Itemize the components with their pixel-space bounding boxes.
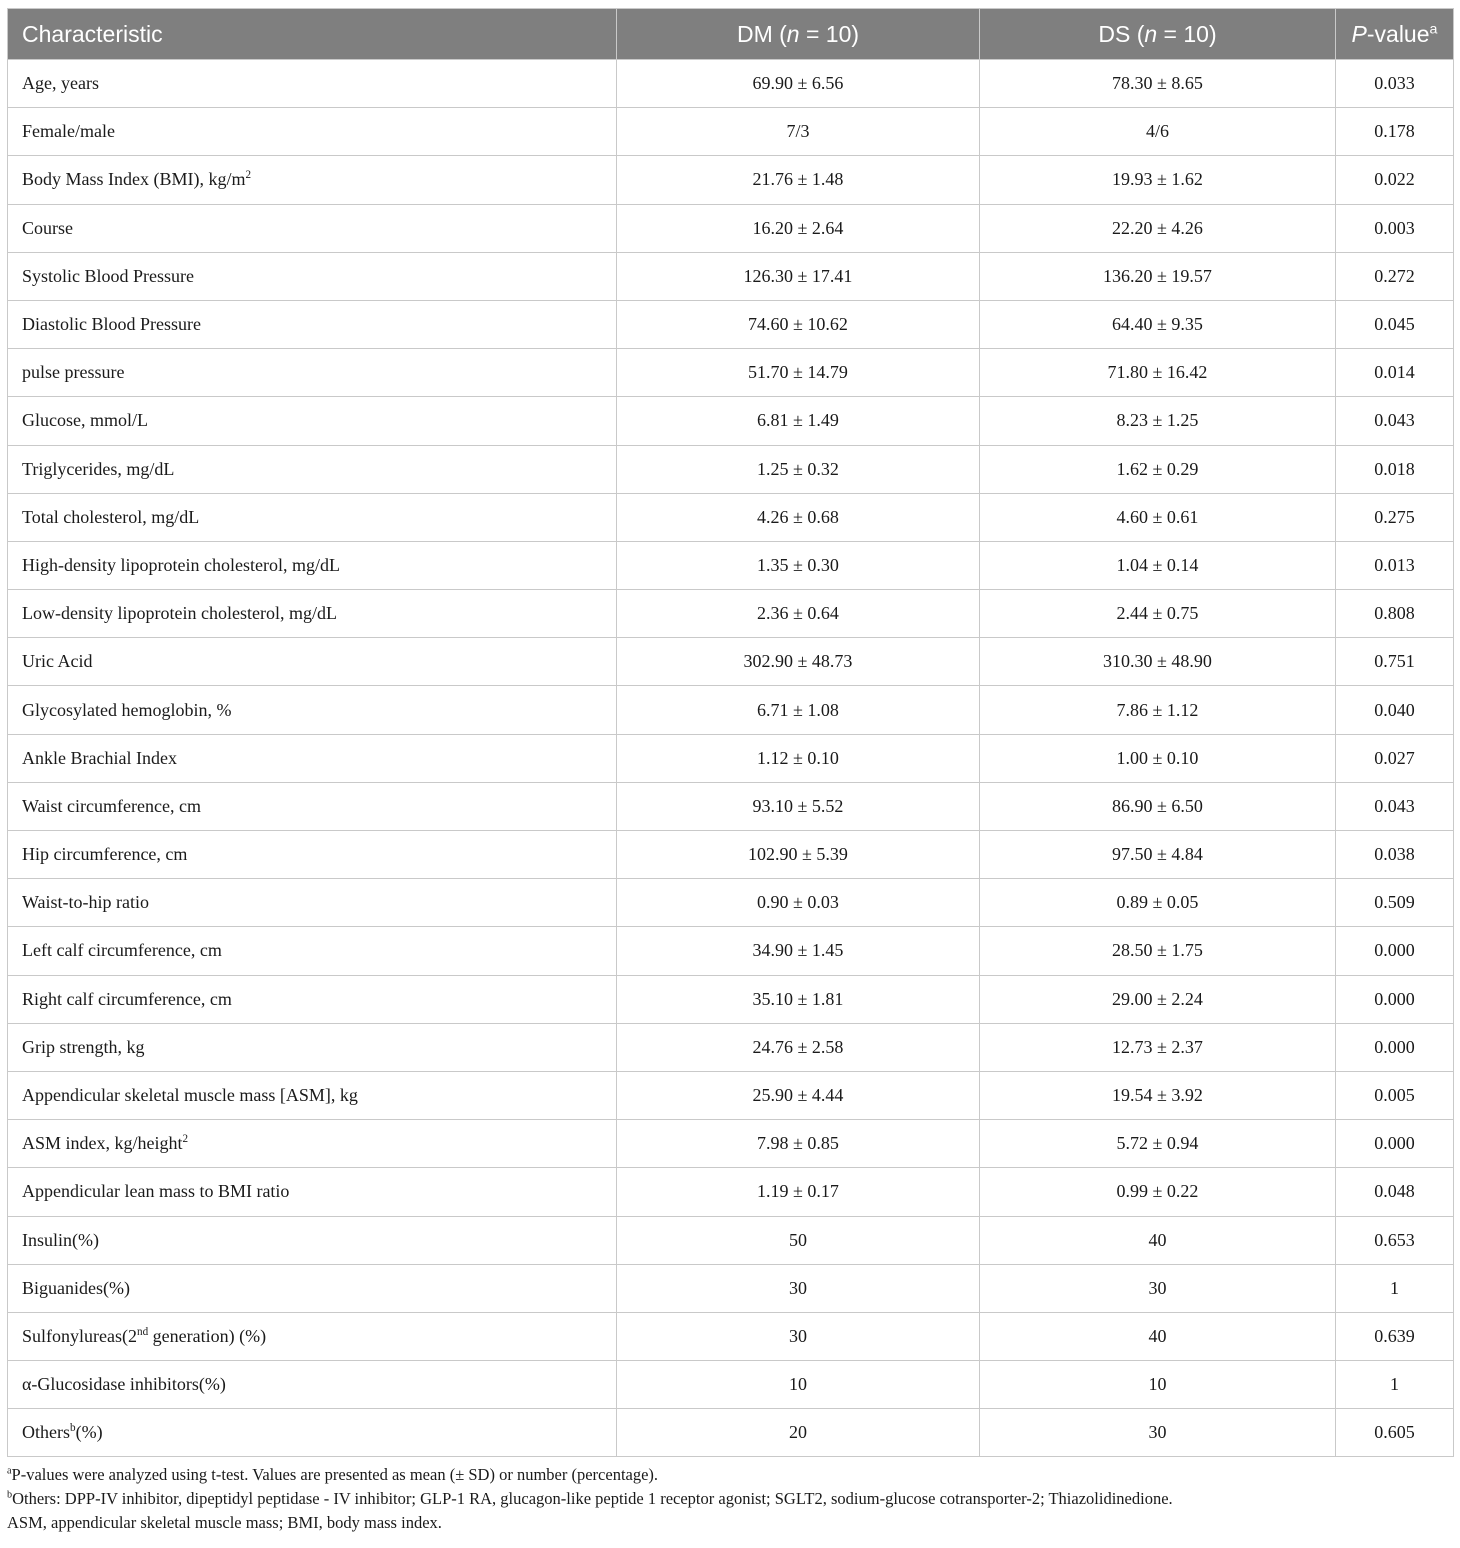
characteristic-label: Diastolic Blood Pressure xyxy=(22,314,201,335)
cell-dm-value: 6.81 ± 1.49 xyxy=(617,397,980,445)
cell-dm-value: 30 xyxy=(617,1312,980,1360)
footnote-b xyxy=(7,1487,1453,1511)
cell-dm-value: 25.90 ± 4.44 xyxy=(617,1071,980,1119)
cell-ds-value: 22.20 ± 4.26 xyxy=(980,204,1336,252)
characteristic-label: Waist-to-hip ratio xyxy=(22,892,150,913)
characteristic-label: Body Mass Index (BMI), kg/m xyxy=(22,169,246,190)
characteristic-label-suffix: generation) (%) xyxy=(148,1325,267,1346)
cell-p-value: 1 xyxy=(1336,1361,1454,1409)
cell-p-value: 0.022 xyxy=(1336,156,1454,204)
characteristic-label: pulse pressure xyxy=(22,362,125,383)
header-p-italic: P xyxy=(1351,20,1367,47)
header-dm-suffix: = 10) xyxy=(799,20,860,47)
cell-p-value: 0.027 xyxy=(1336,734,1454,782)
header-characteristic: Characteristic xyxy=(8,9,617,60)
cell-p-value: 0.272 xyxy=(1336,252,1454,300)
cell-dm-value: 1.25 ± 0.32 xyxy=(617,445,980,493)
cell-ds-value: 8.23 ± 1.25 xyxy=(980,397,1336,445)
cell-p-value: 0.043 xyxy=(1336,782,1454,830)
cell-dm-value: 24.76 ± 2.58 xyxy=(617,1023,980,1071)
characteristic-label: ASM index, kg/height xyxy=(22,1133,183,1154)
cell-dm-value: 6.71 ± 1.08 xyxy=(617,686,980,734)
characteristic-superscript: b xyxy=(70,1422,76,1435)
table-row xyxy=(8,60,1454,108)
table-row xyxy=(8,1216,1454,1264)
table-row xyxy=(8,590,1454,638)
characteristic-label: Glucose, mmol/L xyxy=(22,410,148,431)
characteristic-label: α-Glucosidase inhibitors(%) xyxy=(22,1374,226,1395)
cell-dm-value: 2.36 ± 0.64 xyxy=(617,590,980,638)
cell-ds-value: 19.54 ± 3.92 xyxy=(980,1071,1336,1119)
footnote-b-text: Others: DPP-IV inhibitor, dipeptidyl peptidase - IV inhibitor; GLP-1 RA, glucagon-like peptide 1 receptor agonist; SGLT2, sodium-glucose cotransporter-2; Thiazolidinedione. xyxy=(12,1489,1173,1509)
cell-characteristic xyxy=(8,1071,617,1119)
table-row xyxy=(8,541,1454,589)
table-row xyxy=(8,1361,1454,1409)
cell-ds-value: 1.04 ± 0.14 xyxy=(980,541,1336,589)
cell-ds-value: 30 xyxy=(980,1409,1336,1457)
cell-dm-value: 16.20 ± 2.64 xyxy=(617,204,980,252)
characteristic-label: Right calf circumference, cm xyxy=(22,988,232,1009)
cell-ds-value: 19.93 ± 1.62 xyxy=(980,156,1336,204)
cell-dm-value: 10 xyxy=(617,1361,980,1409)
cell-ds-value: 7.86 ± 1.12 xyxy=(980,686,1336,734)
cell-dm-value: 30 xyxy=(617,1264,980,1312)
header-ds xyxy=(980,9,1336,60)
cell-characteristic xyxy=(8,638,617,686)
cell-dm-value: 126.30 ± 17.41 xyxy=(617,252,980,300)
cell-characteristic xyxy=(8,831,617,879)
cell-ds-value: 4.60 ± 0.61 xyxy=(980,493,1336,541)
characteristic-label: Insulin(%) xyxy=(22,1229,99,1250)
cell-p-value: 0.605 xyxy=(1336,1409,1454,1457)
table-row xyxy=(8,879,1454,927)
cell-characteristic xyxy=(8,1168,617,1216)
table-row xyxy=(8,108,1454,156)
cell-dm-value: 7/3 xyxy=(617,108,980,156)
header-dm-n: n xyxy=(786,20,800,47)
cell-ds-value: 1.00 ± 0.10 xyxy=(980,734,1336,782)
cell-dm-value: 302.90 ± 48.73 xyxy=(617,638,980,686)
cell-ds-value: 10 xyxy=(980,1361,1336,1409)
cell-characteristic xyxy=(8,541,617,589)
cell-p-value: 0.653 xyxy=(1336,1216,1454,1264)
table-row xyxy=(8,1071,1454,1119)
cell-p-value: 0.038 xyxy=(1336,831,1454,879)
cell-characteristic xyxy=(8,879,617,927)
cell-p-value: 0.000 xyxy=(1336,975,1454,1023)
cell-dm-value: 1.19 ± 0.17 xyxy=(617,1168,980,1216)
characteristic-label-suffix: (%) xyxy=(75,1422,103,1443)
characteristic-superscript: nd xyxy=(136,1325,149,1338)
cell-dm-value: 1.35 ± 0.30 xyxy=(617,541,980,589)
footnote-abbreviations: ASM, appendicular skeletal muscle mass; BMI, body mass index. xyxy=(7,1513,442,1533)
cell-characteristic xyxy=(8,1264,617,1312)
cell-dm-value: 50 xyxy=(617,1216,980,1264)
cell-p-value: 0.045 xyxy=(1336,300,1454,348)
cell-dm-value: 74.60 ± 10.62 xyxy=(617,300,980,348)
cell-p-value: 0.509 xyxy=(1336,879,1454,927)
cell-ds-value: 310.30 ± 48.90 xyxy=(980,638,1336,686)
cell-characteristic xyxy=(8,252,617,300)
cell-characteristic xyxy=(8,1361,617,1409)
cell-ds-value: 71.80 ± 16.42 xyxy=(980,349,1336,397)
characteristic-label: Grip strength, kg xyxy=(22,1036,145,1057)
cell-dm-value: 51.70 ± 14.79 xyxy=(617,349,980,397)
cell-p-value: 0.033 xyxy=(1336,60,1454,108)
cell-ds-value: 0.99 ± 0.22 xyxy=(980,1168,1336,1216)
cell-dm-value: 7.98 ± 0.85 xyxy=(617,1120,980,1168)
characteristic-label: Course xyxy=(22,217,73,238)
characteristic-label: Hip circumference, cm xyxy=(22,844,188,865)
header-ds-n: n xyxy=(1144,20,1158,47)
cell-p-value: 0.000 xyxy=(1336,927,1454,975)
cell-dm-value: 102.90 ± 5.39 xyxy=(617,831,980,879)
table-row xyxy=(8,1023,1454,1071)
cell-p-value: 0.014 xyxy=(1336,349,1454,397)
characteristic-label: Uric Acid xyxy=(22,651,93,672)
footnote-b-marker: b xyxy=(7,1489,13,1501)
table-header-row xyxy=(8,9,1454,60)
table-row xyxy=(8,445,1454,493)
cell-dm-value: 4.26 ± 0.68 xyxy=(617,493,980,541)
table-row xyxy=(8,686,1454,734)
cell-dm-value: 69.90 ± 6.56 xyxy=(617,60,980,108)
characteristic-label: Ankle Brachial Index xyxy=(22,747,177,768)
header-ds-prefix: DS ( xyxy=(1098,20,1145,47)
cell-ds-value: 40 xyxy=(980,1216,1336,1264)
table-row xyxy=(8,156,1454,204)
cell-dm-value: 20 xyxy=(617,1409,980,1457)
cell-characteristic xyxy=(8,1312,617,1360)
characteristic-label: Female/male xyxy=(22,121,115,142)
cell-ds-value: 4/6 xyxy=(980,108,1336,156)
cell-dm-value: 21.76 ± 1.48 xyxy=(617,156,980,204)
table-row xyxy=(8,1312,1454,1360)
table-row xyxy=(8,782,1454,830)
cell-ds-value: 1.62 ± 0.29 xyxy=(980,445,1336,493)
cell-dm-value: 93.10 ± 5.52 xyxy=(617,782,980,830)
characteristic-label: Low-density lipoprotein cholesterol, mg/dL xyxy=(22,603,337,624)
table-row xyxy=(8,1264,1454,1312)
cell-ds-value: 12.73 ± 2.37 xyxy=(980,1023,1336,1071)
cell-p-value: 0.639 xyxy=(1336,1312,1454,1360)
cell-p-value: 0.005 xyxy=(1336,1071,1454,1119)
cell-p-value: 0.003 xyxy=(1336,204,1454,252)
cell-ds-value: 78.30 ± 8.65 xyxy=(980,60,1336,108)
cell-ds-value: 86.90 ± 6.50 xyxy=(980,782,1336,830)
table-footnotes xyxy=(7,1463,1453,1535)
table-container xyxy=(7,8,1453,1535)
characteristic-label: High-density lipoprotein cholesterol, mg/dL xyxy=(22,554,340,575)
cell-characteristic xyxy=(8,590,617,638)
table-row xyxy=(8,1409,1454,1457)
cell-ds-value: 0.89 ± 0.05 xyxy=(980,879,1336,927)
footnote-a-text: P-values were analyzed using t-test. Values are presented as mean (± SD) or number (percentage). xyxy=(11,1465,659,1485)
cell-characteristic xyxy=(8,927,617,975)
cell-characteristic xyxy=(8,975,617,1023)
cell-characteristic xyxy=(8,1409,617,1457)
characteristic-label: Waist circumference, cm xyxy=(22,795,201,816)
cell-characteristic xyxy=(8,60,617,108)
cell-characteristic xyxy=(8,445,617,493)
cell-characteristic xyxy=(8,686,617,734)
characteristic-label: Total cholesterol, mg/dL xyxy=(22,506,200,527)
cell-ds-value: 136.20 ± 19.57 xyxy=(980,252,1336,300)
characteristic-label: Triglycerides, mg/dL xyxy=(22,458,175,479)
characteristic-label: Biguanides(%) xyxy=(22,1277,130,1298)
cell-characteristic xyxy=(8,108,617,156)
footnote-a xyxy=(7,1463,1453,1487)
table-row xyxy=(8,975,1454,1023)
cell-p-value: 0.000 xyxy=(1336,1023,1454,1071)
cell-p-value: 0.018 xyxy=(1336,445,1454,493)
characteristic-label: Appendicular lean mass to BMI ratio xyxy=(22,1181,290,1202)
header-dm xyxy=(617,9,980,60)
cell-p-value: 0.040 xyxy=(1336,686,1454,734)
cell-ds-value: 40 xyxy=(980,1312,1336,1360)
cell-characteristic xyxy=(8,734,617,782)
characteristic-label: Appendicular skeletal muscle mass [ASM], kg xyxy=(22,1085,358,1106)
header-dm-prefix: DM ( xyxy=(736,20,787,47)
cell-dm-value: 35.10 ± 1.81 xyxy=(617,975,980,1023)
table-row xyxy=(8,397,1454,445)
cell-characteristic xyxy=(8,300,617,348)
cell-characteristic xyxy=(8,493,617,541)
header-p-value xyxy=(1336,9,1454,60)
characteristic-label: Others xyxy=(22,1422,70,1443)
table-row xyxy=(8,927,1454,975)
table-row xyxy=(8,300,1454,348)
cell-ds-value: 5.72 ± 0.94 xyxy=(980,1120,1336,1168)
header-ds-suffix: = 10) xyxy=(1157,20,1217,47)
table-row xyxy=(8,831,1454,879)
footnote-a-marker: a xyxy=(7,1465,12,1477)
cell-p-value: 1 xyxy=(1336,1264,1454,1312)
characteristic-label: Glycosylated hemoglobin, % xyxy=(22,699,232,720)
cell-dm-value: 34.90 ± 1.45 xyxy=(617,927,980,975)
table-row xyxy=(8,638,1454,686)
cell-characteristic xyxy=(8,1023,617,1071)
characteristic-label: Left calf circumference, cm xyxy=(22,940,222,961)
characteristic-label: Sulfonylureas(2 xyxy=(22,1325,137,1346)
cell-characteristic xyxy=(8,156,617,204)
characteristic-label: Systolic Blood Pressure xyxy=(22,265,195,286)
cell-ds-value: 64.40 ± 9.35 xyxy=(980,300,1336,348)
header-p-rest: -value xyxy=(1366,20,1430,47)
cell-characteristic xyxy=(8,782,617,830)
characteristic-superscript: 2 xyxy=(182,1133,189,1146)
cell-p-value: 0.043 xyxy=(1336,397,1454,445)
cell-ds-value: 97.50 ± 4.84 xyxy=(980,831,1336,879)
characteristic-label: Age, years xyxy=(22,73,99,94)
table-body xyxy=(8,60,1454,1457)
cell-p-value: 0.275 xyxy=(1336,493,1454,541)
table-row xyxy=(8,1168,1454,1216)
table-row xyxy=(8,349,1454,397)
cell-ds-value: 2.44 ± 0.75 xyxy=(980,590,1336,638)
characteristic-superscript: 2 xyxy=(245,169,252,182)
cell-p-value: 0.048 xyxy=(1336,1168,1454,1216)
cell-dm-value: 0.90 ± 0.03 xyxy=(617,879,980,927)
table-row xyxy=(8,493,1454,541)
table-row xyxy=(8,1120,1454,1168)
cell-p-value: 0.000 xyxy=(1336,1120,1454,1168)
cell-characteristic xyxy=(8,1216,617,1264)
header-p-footnote-marker: a xyxy=(1429,20,1438,37)
table-row xyxy=(8,734,1454,782)
cell-characteristic xyxy=(8,1120,617,1168)
cell-characteristic xyxy=(8,204,617,252)
characteristics-table xyxy=(7,8,1454,1457)
cell-dm-value: 1.12 ± 0.10 xyxy=(617,734,980,782)
cell-ds-value: 28.50 ± 1.75 xyxy=(980,927,1336,975)
cell-p-value: 0.808 xyxy=(1336,590,1454,638)
cell-p-value: 0.178 xyxy=(1336,108,1454,156)
table-row xyxy=(8,204,1454,252)
cell-p-value: 0.013 xyxy=(1336,541,1454,589)
cell-p-value: 0.751 xyxy=(1336,638,1454,686)
table-row xyxy=(8,252,1454,300)
cell-ds-value: 30 xyxy=(980,1264,1336,1312)
cell-characteristic xyxy=(8,397,617,445)
cell-characteristic xyxy=(8,349,617,397)
cell-ds-value: 29.00 ± 2.24 xyxy=(980,975,1336,1023)
